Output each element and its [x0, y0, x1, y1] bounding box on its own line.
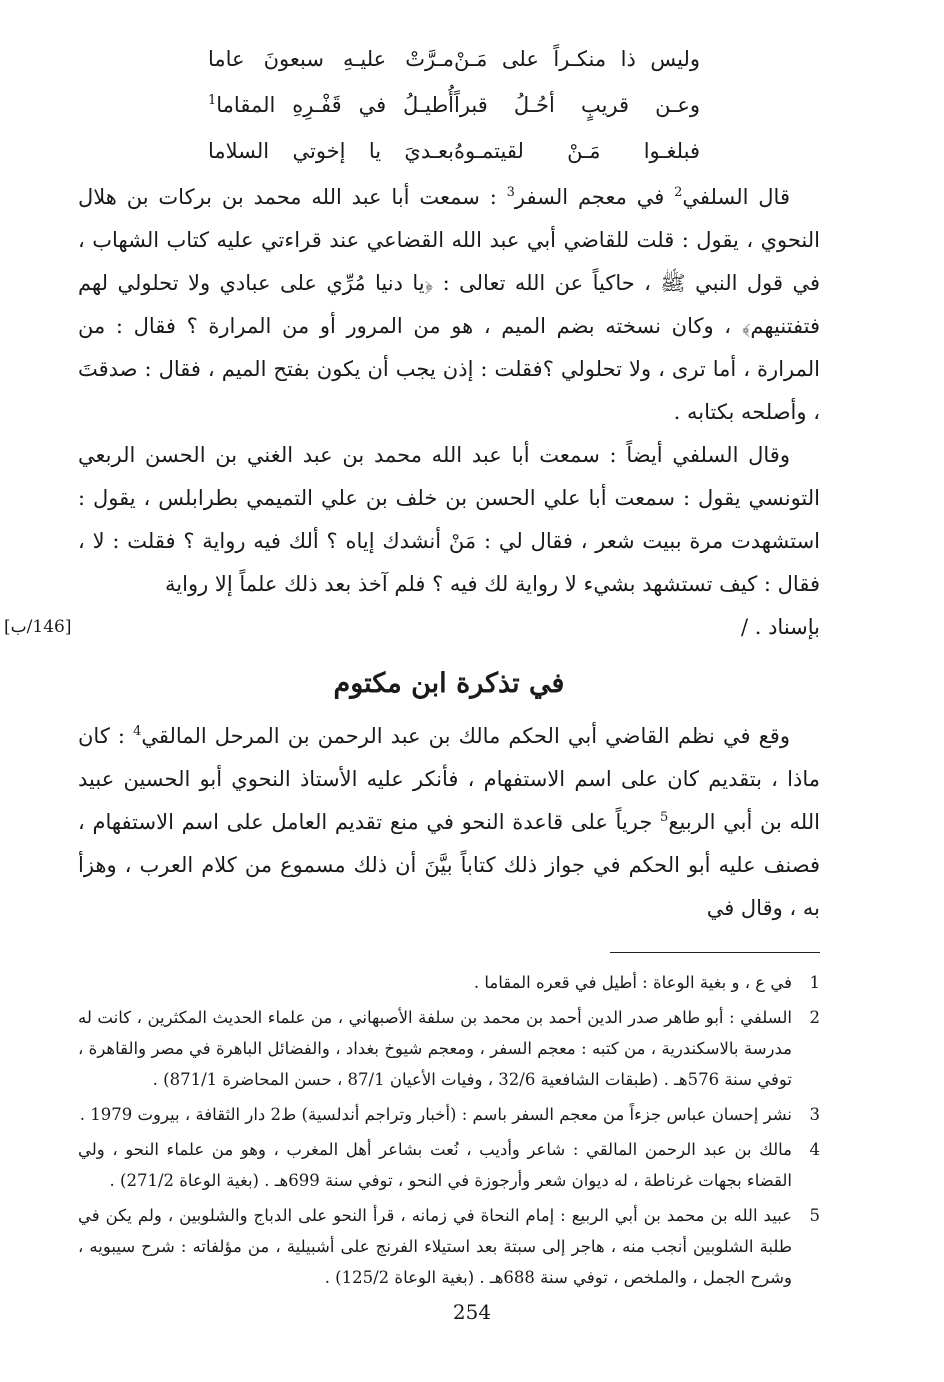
footnote-text: في ع ، و بغية الوعاة : أطيل في قعره المقاما . — [473, 973, 792, 992]
footnote-text: نشر إحسان عباس جزءاً من معجم السفر باسم : (أخبار وتراجم أندلسية) ط2 دار الثقافة ، بيروت 1979 . — [79, 1105, 792, 1124]
verse-second-hemistich — [208, 86, 454, 126]
footnote-number: 5 — [809, 1206, 820, 1225]
poem-verse — [78, 86, 820, 126]
body-paragraph: وقال السلفي أيضاً : سمعت أبا عبد الله محمد بن عبد الغني بن الحسن الربعي التونسي يقول : سمعت أبا علي الحسن بن خلف بن علي التميمي بطرابلس ، يقول : استشهدت مرة ببيت شعر ، فقال لي : مَنْ أنشدك إياه ؟ ألك فيه رواية ؟ فقلت : لا ، فقال : كيف تستشهد بشيء لا رواية لك فيه ؟ فلم آخذ بعد ذلك علماً إلا رواية — [78, 443, 820, 596]
verse-second-text: أُطيـلُ في قَفْـرِهِ المقاما — [216, 93, 454, 117]
footnote-ref: 5 — [660, 810, 669, 825]
verse-first-hemistich: وعـن قريبٍ أحُـلُ قبراً — [454, 93, 700, 117]
footnote-text: مالك بن عبد الرحمن المالقي : شاعر وأديب ، نُعت بشاعر أهل المغرب ، وهو من علماء النحو ، ولي القضاء بجهات غرناطة ، له ديوان شعر وأرجوزة في النحو ، توفي سنة 699هـ . (بغية الوعاة 271/2) . — [78, 1140, 792, 1190]
closing-line — [4, 606, 820, 649]
footnote-ref: 4 — [133, 724, 142, 739]
footnote — [78, 1099, 820, 1130]
page-body — [4, 40, 820, 1297]
section-heading: في تذكرة ابن مكتوم — [333, 668, 565, 699]
footnote — [78, 967, 820, 998]
footnote-divider — [610, 952, 820, 953]
footnote — [78, 1200, 820, 1293]
poem-verse — [78, 40, 820, 80]
footnote — [78, 1002, 820, 1095]
paragraph-text: وقع في نظم القاضي أبي الحكم مالك بن عبد الرحمن بن المرحل المالقي — [141, 724, 790, 748]
verse-second-hemistich: بعـديَ يا إخوتي السلاما — [208, 139, 454, 163]
paragraph-text: قال السلفي — [682, 185, 790, 209]
paragraph-text: في معجم السفر — [514, 185, 675, 209]
page-number: 254 — [452, 1300, 492, 1324]
paragraph-text: : كان ماذا ، بتقديم كان على اسم الاستفهام ، فأنكر عليه الأستاذ النحوي أبو الحسين عبيد الله بن أبي الربيع — [78, 724, 820, 834]
folio-marker: [146/ب] — [4, 617, 72, 637]
footnote-number: 2 — [809, 1008, 820, 1027]
footnote-number: 4 — [809, 1140, 820, 1159]
verse-first-hemistich: وليس ذا منكـراً على مَـنْ — [454, 47, 700, 71]
footnote-text: عبيد الله بن محمد بن أبي الربيع : إمام النحاة في زمانه ، قرأ النحو على الدباج والشلوبين ، ولم يكن في طلبة الشلوبين أنجب منه ، هاجر إلى سبتة بعد استيلاء الفرنج على أشبيلية ، من مؤلفاته : شرح سيبويه ، وشرح الجمل ، والملخص ، توفي سنة 688هـ . (بغية الوعاة 125/2) . — [78, 1206, 792, 1287]
poem-verse — [78, 132, 820, 172]
footnote-text: السلفي : أبو طاهر صدر الدين أحمد بن محمد بن سلفة الأصبهاني ، من علماء الحديث المكثرين ، كانت له مدرسة بالاسكندرية ، من كتبه : معجم السفر ، ومعجم شيوخ بغداد ، والفضائل الباهرة في مصر والقاهرة ، توفي سنة 576هـ . (طبقات الشافعية 32/6 ، وفيات الأعيان 87/1 ، حسن المحاضرة 871/1) . — [78, 1008, 792, 1089]
footnote-ref: 2 — [674, 185, 683, 200]
paragraph-text: جرياً على قاعدة النحو في منع تقديم العامل على اسم الاستفهام ، فصنف عليه أبو الحكم في جواز ذلك كتاباً بيَّنَ أن ذلك مسموع من كلام العرب ، وهزأ به ، وقال في — [78, 810, 820, 920]
footnote-ref: 3 — [506, 185, 515, 200]
body-paragraph — [78, 176, 820, 434]
footnote-number: 3 — [809, 1105, 820, 1124]
footnote — [78, 1134, 820, 1196]
closing-text: بإسناد . / — [740, 615, 820, 639]
footnotes — [78, 967, 820, 1293]
footnote-number: 1 — [809, 973, 820, 992]
verse-second-hemistich: مـرَّتْ عليـهِ سبعونَ عاما — [208, 47, 454, 71]
verse-first-hemistich: فبلغـوا مَـنْ لقيتمـوهُ — [454, 139, 700, 163]
footnote-ref: 1 — [208, 93, 217, 108]
poem — [78, 40, 820, 172]
section-paragraph — [78, 715, 820, 930]
paragraph-text: : سمعت أبا عبد الله محمد بن بركات بن هلال النحوي ، يقول : قلت للقاضي أبي عبد الله القضاعي عند قراءتي عليه كتاب الشهاب ، في قول النبي ﷺ ، حاكياً عن الله تعالى : ﴿يا دنيا مُرِّي على عبادي ولا تحلولي لهم فتفتنيهم﴾ ، وكان نسخته بضم الميم ، هو من المرور أو من المرارة ؟ فقال : من المرارة ، أما ترى ، ولا تحلولي ؟فقلت : إذن يجب أن يكون بفتح الميم ، فقال : صدقتَ ، وأصلحه بكتابه . — [78, 185, 820, 424]
